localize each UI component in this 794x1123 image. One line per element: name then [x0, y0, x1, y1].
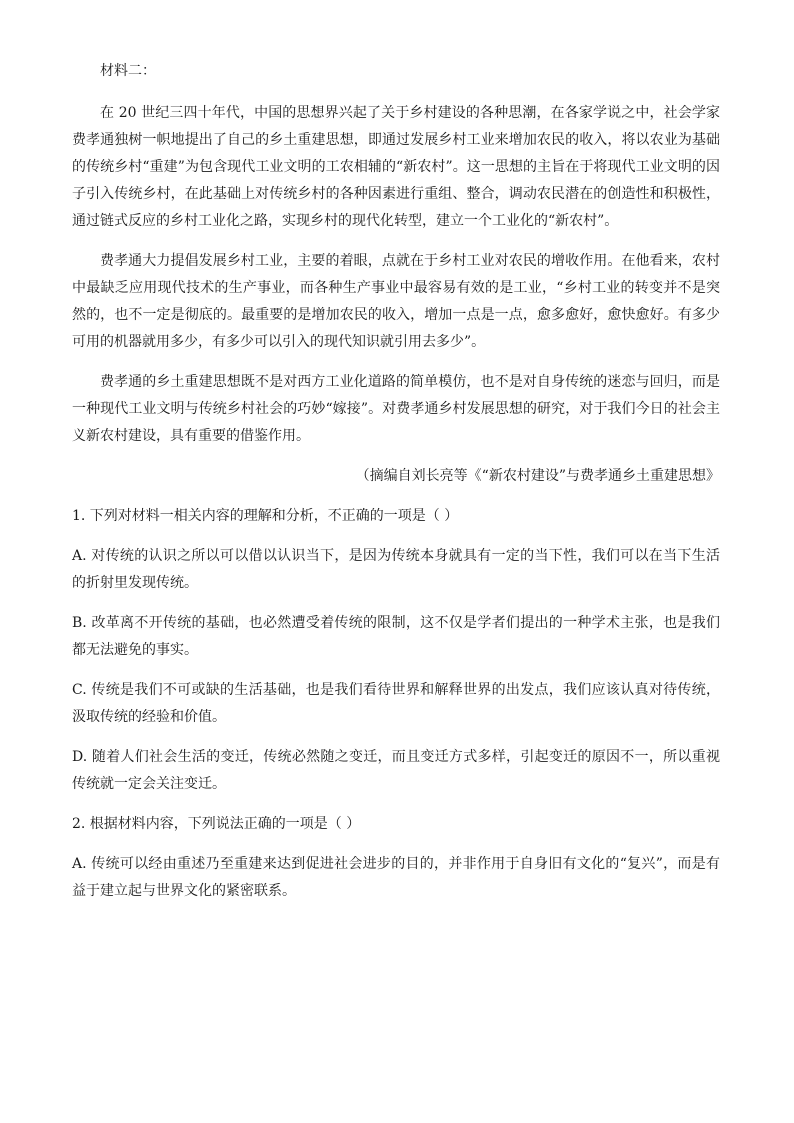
material-paragraph-2: 费孝通大力提倡发展乡村工业，主要的着眼，点就在于乡村工业对农民的增收作用。在他看来，农村中最缺乏应用现代技术的生产事业，而各种生产事业中最容易有效的是工业，“乡村工业的转变并不是突然的，也不一定是彻底的。最重要的是增加农民的收入，增加一点是一点，愈多愈好，愈快愈好。有多少可用的机器就用多少，有多少可以引入的现代知识就引用去多少”。 [72, 253, 720, 350]
material-paragraph-3: 费孝通的乡土重建思想既不是对西方工业化道路的简单模仿，也不是对自身传统的迷恋与回归，而是一种现代工业文明与传统乡村社会的巧妙“嫁接”。对费孝通乡村发展思想的研究，对于我们今日的社会主义新农村建设，具有重要的借鉴作用。 [72, 374, 720, 444]
material-paragraph-1: 在 20 世纪三四十年代，中国的思想界兴起了关于乡村建设的各种思潮，在各家学说之中，社会学家费孝通独树一帜地提出了自己的乡土重建思想，即通过发展乡村工业来增加农民的收入，将以农业为基础的传统乡村“重建”为包含现代工业文明的工农相辅的“新农村”。这一思想的主旨在于将现代工业文明的因子引入传统乡村，在此基础上对传统乡村的各种因素进行重组、整合，调动农民潜在的创造性和积极性，通过链式反应的乡村工业化之路，实现乡村的现代化转型，建立一个工业化的“新农村”。 [72, 105, 720, 229]
document-page [72, 58, 720, 918]
material-heading: 材料二： [100, 63, 156, 79]
question-1-stem: 1. 下列对材料一相关内容的理解和分析，不正确的一项是（ ） [72, 508, 459, 524]
question-2-stem: 2. 根据材料内容，下列说法正确的一项是（ ） [72, 816, 361, 832]
question-1-option-b: B. 改革离不开传统的基础，也必然遭受着传统的限制，这不仅是学者们提出的一种学术主张，也是我们都无法避免的事实。 [72, 615, 720, 658]
question-1-option-c: C. 传统是我们不可或缺的生活基础，也是我们看待世界和解释世界的出发点，我们应该认真对待传统，汲取传统的经验和价值。 [72, 682, 720, 725]
question-1-option-d: D. 随着人们社会生活的变迁，传统必然随之变迁，而且变迁方式多样，引起变迁的原因不一，所以重视传统就一定会关注变迁。 [72, 749, 720, 792]
material-source: （摘编自刘长亮等《“新农村建设”与费孝通乡土重建思想》 [355, 468, 720, 484]
question-1-option-a: A. 对传统的认识之所以可以借以认识当下，是因为传统本身就具有一定的当下性，我们可以在当下生活的折射里发现传统。 [72, 548, 720, 591]
question-2-option-a: A. 传统可以经由重述乃至重建来达到促进社会进步的目的，并非作用于自身旧有文化的“复兴”，而是有益于建立起与世界文化的紧密联系。 [72, 856, 720, 899]
